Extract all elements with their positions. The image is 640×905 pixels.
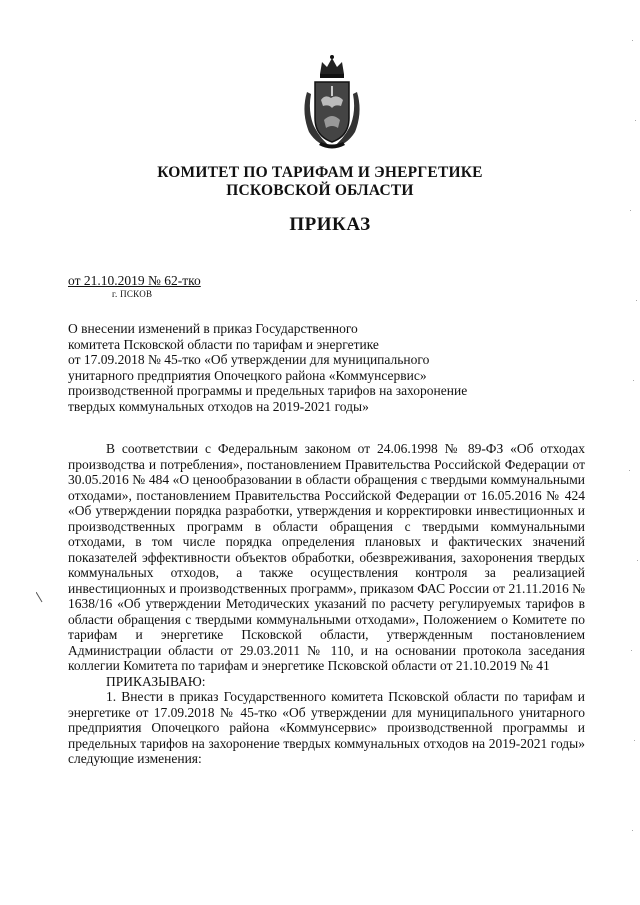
organization-name-line2: ПСКОВСКОЙ ОБЛАСТИ [226, 182, 414, 199]
margin-pen-mark [36, 592, 43, 603]
coat-of-arms-emblem [293, 52, 371, 152]
order-body [68, 441, 585, 767]
scan-edge-noise [626, 0, 640, 905]
document-title: ПРИКАЗ [289, 214, 371, 235]
order-city: г. ПСКОВ [112, 289, 153, 299]
subject-line: унитарного предприятия Опочецкого района «Коммунсервис» [68, 367, 427, 383]
subject-line: комитета Псковской области по тарифам и энергетике [68, 336, 379, 352]
order-date-number: от 21.10.2019 № 62-тко [68, 273, 201, 288]
subject-line: О внесении изменений в приказ Государственного [68, 321, 358, 336]
directive-heading: ПРИКАЗЫВАЮ: [106, 673, 206, 689]
order-subject [68, 321, 538, 414]
organization-name-line1: КОМИТЕТ ПО ТАРИФАМ И ЭНЕРГЕТИКЕ [157, 164, 483, 181]
item-1-paragraph: 1. Внести в приказ Государственного комитета Псковской области по тарифам и энергетике от 17.09.2018 № 45-тко «Об утверждении для муниципального унитарного предприятия Опочецкого района «Коммунсервис» производственной программы и предельных тарифов на захоронение твердых коммунальных отходов на 2019-2021 годы» следующие изменения: [68, 689, 585, 766]
subject-line: производственной программы и предельных тарифов на захоронение [68, 383, 468, 398]
subject-line: твердых коммунальных отходов на 2019-2021 годы» [68, 398, 369, 414]
preamble-paragraph: В соответствии с Федеральным законом от 24.06.1998 № 89-ФЗ «Об отходах производства и потребления», постановлением Правительства Российской Федерации от 30.05.2016 № 484 «О ценообразовании в области обращения с твердыми коммунальными отходами», постановлением Правительства Российской Федерации от 16.05.2016 № 424 «Об утверждении порядка разработки, утверждения и корректировки инвестиционных и производственных программ в области обращения с твердыми коммунальными отходами, в том числе порядка определения плановых и фактических значений показателей эффективности объектов обработки, обезвреживания, захоронения твердых коммунальных отходов, а также осуществления контроля за реализацией инвестиционных и производственных программ», приказом ФАС России от 21.11.2016 № 1638/16 «Об утверждении Методических указаний по расчету регулируемых тарифов в области обращения с твердыми коммунальными отходами», Положением о Комитете по тарифам и энергетике Псковской области, утвержденным постановлением Администрации области от 29.03.2011 № 110, и на основании протокола заседания коллегии Комитета по тарифам и энергетике Псковской области от 21.10.2019 № 41 [68, 441, 585, 673]
subject-line: от 17.09.2018 № 45-тко «Об утверждении для муниципального [68, 352, 430, 367]
